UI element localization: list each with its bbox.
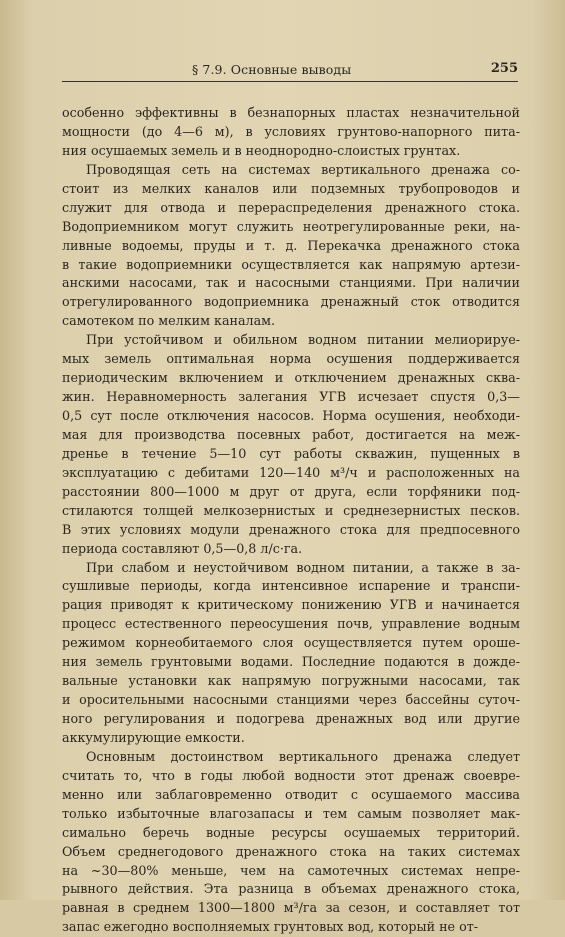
text-line: При устойчивом и обильном водном питании мелиорируе- xyxy=(86,332,520,348)
text-line: в такие водоприемники осуществляется как напрямую артези- xyxy=(62,256,520,272)
text-line: При слабом и неустойчивом водном питании, а также в за- xyxy=(86,559,520,575)
text-line: ния осушаемых земель и в неоднородно-слоистых грунтах. xyxy=(62,142,461,158)
paragraph xyxy=(62,331,520,558)
text-line: особенно эффективны в безнапорных пластах незначительной xyxy=(62,105,520,120)
text-line: периода составляют 0,5—0,8 л/с·га. xyxy=(62,540,303,556)
text-line: отрегулированного водоприемника дренажный сток отводится xyxy=(62,294,520,310)
text-line: мощности (до 4—6 м), в условиях грунтово-напорного пита- xyxy=(62,123,520,139)
text-line: и оросительными насосными станциями через бассейны суточ- xyxy=(62,692,520,708)
text-line: сушливые периоды, когда интенсивное испарение и транспи- xyxy=(62,578,520,594)
page-number: 255 xyxy=(490,61,518,76)
text-line: жин. Неравномерность залегания УГВ исчезает спустя 0,3— xyxy=(62,389,520,405)
text-line: анскими насосами, так и насосными станциями. При наличии xyxy=(62,275,520,291)
text-line: аккумулирующие емкости. xyxy=(62,729,245,745)
text-line: расстоянии 800—1000 м друг от друга, если торфяники под- xyxy=(62,483,520,499)
text-line: Основным достоинством вертикального дренажа следует xyxy=(86,748,520,764)
text-line: Проводящая сеть на системах вертикального дренажа со- xyxy=(86,161,520,177)
text-line: 0,5 сут после отключения насосов. Норма осушения, необходи- xyxy=(62,408,520,423)
text-line: симально беречь водные ресурсы осушаемых территорий. xyxy=(62,824,520,840)
text-line: рывного действия. Эта разница в объемах дренажного стока, xyxy=(62,881,520,897)
text-line: периодическим включением и отключением дренажных сква- xyxy=(62,370,520,386)
text-line: считать то, что в годы любой водности этот дренаж своевре- xyxy=(62,767,520,783)
running-header xyxy=(62,60,518,82)
text-line: мая для производства посевных работ, достигается на меж- xyxy=(62,426,520,442)
text-line: ливные водоемы, пруды и т. д. Перекачка дренажного стока xyxy=(62,237,520,253)
text-line: стоит из мелких каналов или подземных трубопроводов и xyxy=(62,180,520,196)
text-line: только избыточные влагозапасы и тем самым позволяет мак- xyxy=(62,805,520,821)
text-line: самотеком по мелким каналам. xyxy=(62,313,276,329)
text-line: процесс естественного переосушения почв, управление водным xyxy=(62,616,520,632)
text-line: вальные установки как напрямую погружными насосами, так xyxy=(62,673,520,689)
paragraph xyxy=(62,161,520,331)
body-text xyxy=(62,104,520,937)
text-line: В этих условиях модули дренажного стока для предпосевного xyxy=(62,521,520,537)
text-line: равная в среднем 1300—1800 м³/га за сезон, и составляет тот xyxy=(62,900,520,916)
text-line: мых земель оптимальная норма осушения поддерживается xyxy=(62,351,520,367)
text-line: служит для отвода и перераспределения дренажного стока. xyxy=(62,199,520,215)
text-line: эксплуатацию с дебитами 120—140 м³/ч и расположенных на xyxy=(62,464,520,480)
section-title: § 7.9. Основные выводы xyxy=(192,62,352,77)
paragraph xyxy=(62,104,520,161)
text-line: Объем среднегодового дренажного стока на таких системах xyxy=(62,843,520,859)
text-line: на ~30—80% меньше, чем на самотечных системах непре- xyxy=(62,862,520,878)
text-line: ного регулирования и подогрева дренажных вод или другие xyxy=(62,711,520,726)
text-line: ния земель грунтовыми водами. Последние подаются в дожде- xyxy=(62,654,520,670)
header-rule xyxy=(62,81,518,82)
text-line: рация приводят к критическому понижению УГВ и начинается xyxy=(62,597,520,613)
text-line: Водоприемником могут служить неотрегулированные реки, на- xyxy=(62,218,520,234)
text-line: дренье в течение 5—10 сут работы скважин, пущенных в xyxy=(62,445,520,461)
text-line: стилаются толщей мелкозернистых и среднезернистых песков. xyxy=(62,502,520,518)
text-line: менно или заблаговременно отводит с осушаемого массива xyxy=(62,786,520,802)
text-line: запас ежегодно восполняемых грунтовых вод, который не от- xyxy=(62,919,479,935)
paragraph xyxy=(62,748,520,937)
paragraph xyxy=(62,559,520,748)
text-line: режимом корнеобитаемого слоя осуществляется путем ороше- xyxy=(62,635,520,651)
